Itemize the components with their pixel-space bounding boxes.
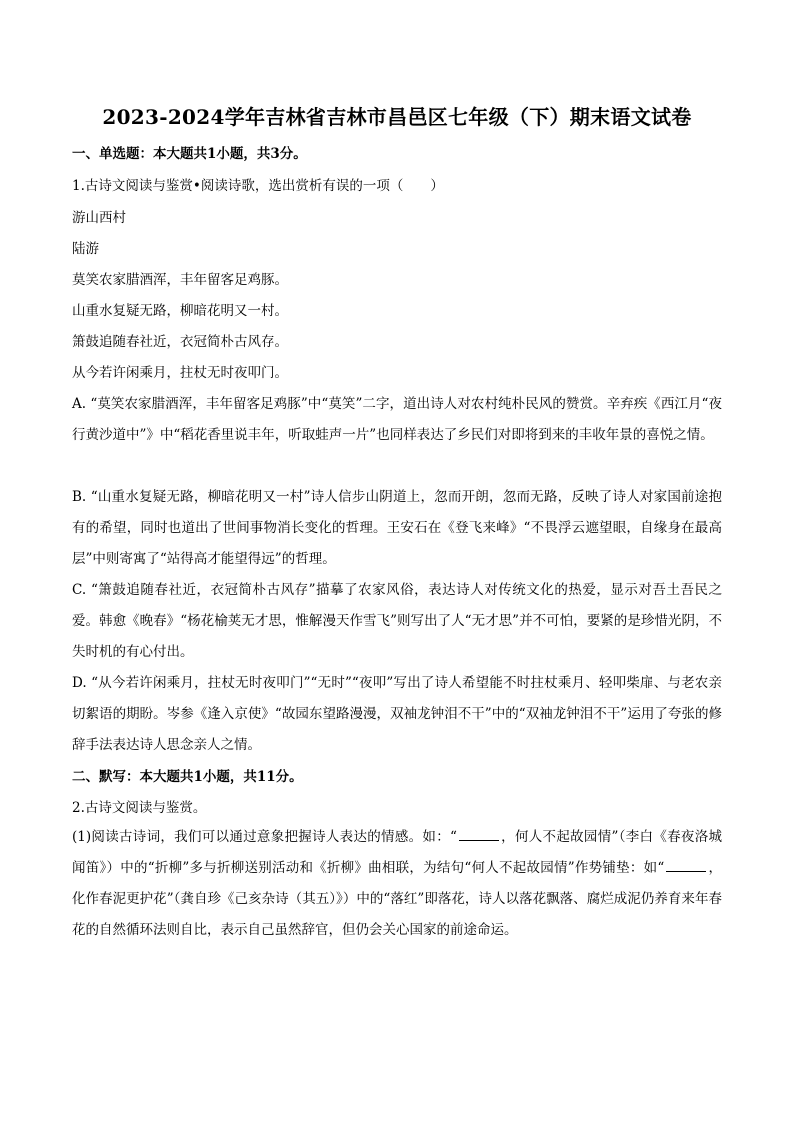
question-1: 1.古诗文阅读与鉴赏•阅读诗歌，选出赏析有误的一项（ ） [72, 178, 444, 194]
sub1-text-part-1: (1)阅读古诗词，我们可以通过意象把握诗人表达的情感。如：“ [72, 829, 457, 845]
poem-author: 陆游 [72, 241, 99, 257]
question-2-sub-1 [72, 822, 722, 946]
option-a: A. “莫笑农家腊酒浑，丰年留客足鸡豚”中“莫笑”二字，道出诗人对农村纯朴民风的赞赏。辛弃疾《西江月“夜行黄沙道中”》中“稻花香里说丰年，听取蛙声一片”也同样表达了乡民们对即将到来的丰收年景的喜悦之情。 [72, 396, 722, 443]
fill-blank-2[interactable] [666, 857, 706, 872]
sub1-text-part-3: ，化作春泥更护花”（龚自珍《己亥杂诗（其五）》）中的“落红”即落花，诗人以落花飘落、腐烂成泥仍养育来年春花的自然循环法则自比，表示自己虽然辞官，但仍会关心国家的前途命运。 [72, 860, 722, 938]
fill-blank-1[interactable] [459, 826, 499, 841]
sub1-text-part-2: ，何人不起故园情”（李白《春夜洛城闻笛》）中的“折柳”多与折柳送别活动和《折柳》曲相联，为结句“何人不起故园情”作势铺垫：如“ [72, 829, 722, 876]
page-title: 2023-2024学年吉林省吉林市昌邑区七年级（下）期末语文试卷 [102, 105, 692, 129]
poem-title: 游山西村 [72, 210, 126, 226]
option-d: D. “从今若许闲乘月，拄杖无时夜叩门”“无时”“夜叩”写出了诗人希望能不时拄杖乘月、轻叩柴扉、与老农亲切絮语的期盼。岑参《逢入京使》“故园东望路漫漫，双袖龙钟泪不干”中的“双袖龙钟泪不干”运用了夸张的修辞手法表达诗人思念亲人之情。 [72, 675, 722, 753]
poem-line: 莫笑农家腊酒浑，丰年留客足鸡豚。 [72, 272, 288, 288]
section2-heading: 二、默写：本大题共1小题，共11分。 [72, 769, 303, 785]
poem-line: 箫鼓追随春社近，衣冠简朴古风存。 [72, 334, 288, 350]
section1-heading: 一、单选题：本大题共1小题，共3分。 [72, 146, 307, 162]
poem-line: 山重水复疑无路，柳暗花明又一村。 [72, 303, 288, 319]
option-b: B. “山重水复疑无路，柳暗花明又一村”诗人信步山阴道上，忽而开朗，忽而无路，反映了诗人对家国前途抱有的希望，同时也道出了世间事物消长变化的哲理。王安石在《登飞来峰》“不畏浮云遮望眼，自缘身在最高层”中则寄寓了“站得高才能望得远”的哲理。 [72, 489, 722, 567]
question-2: 2.古诗文阅读与鉴赏。 [72, 800, 207, 816]
option-c: C. “箫鼓追随春社近，衣冠简朴古风存”描摹了农家风俗，表达诗人对传统文化的热爱，显示对吾土吾民之爱。韩愈《晚春》“杨花榆荚无才思，惟解漫天作雪飞”则写出了人“无才思”并不可怕，要紧的是珍惜光阴，不失时机的有心付出。 [72, 582, 722, 660]
poem-line: 从今若许闲乘月，拄杖无时夜叩门。 [72, 365, 288, 381]
